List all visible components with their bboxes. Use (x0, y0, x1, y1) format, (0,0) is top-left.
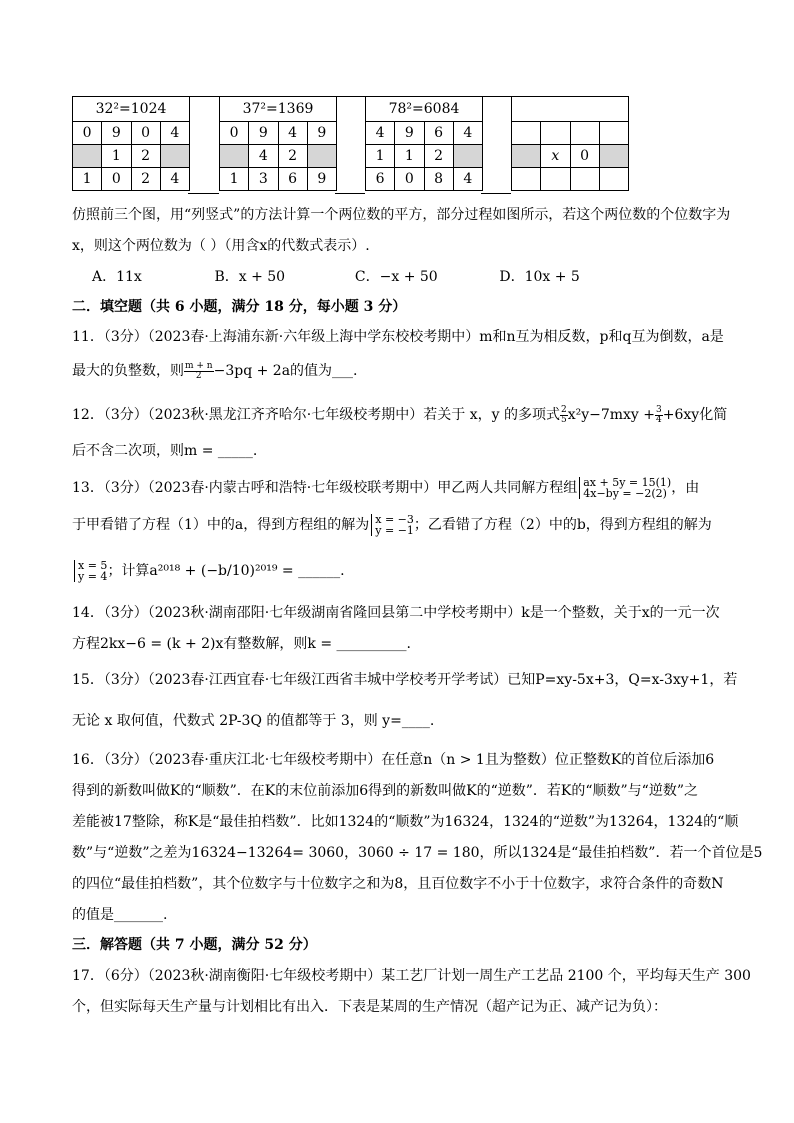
q14-line2: 方程2kx−6 = (k + 2)x有整数解，则k = __________. (72, 636, 411, 652)
grid-cell: 1 (395, 145, 424, 168)
grid-cell: 9 (249, 122, 278, 145)
solution-1 (371, 514, 414, 536)
grid-cell (599, 168, 628, 191)
option-c: C．−x + 50 (354, 269, 438, 285)
grid-cell (541, 168, 570, 191)
grid-spacer (481, 96, 511, 194)
grid-cell (453, 145, 482, 168)
grid-cell: x (541, 145, 570, 168)
grid-cell: 4 (160, 122, 189, 145)
q13-line2a: 于甲看错了方程（1）中的a，得到方程组的解为 (72, 517, 370, 533)
fraction-m-plus-n-over-2: $\frac{m + n}{2}$ (185, 360, 213, 381)
q13-line3 (72, 560, 345, 582)
q17-line2: 个，但实际每天生产量与计划相比有出入．下表是某周的生产情况（超产记为正、减产记为负）： (72, 999, 667, 1015)
q11-line2 (72, 360, 358, 381)
grid-cell (512, 145, 541, 168)
grid-header: 32²=1024 (73, 97, 190, 122)
q17-line1: 17．（6分）（2023秋·湖南衡阳·七年级校考期中）某工艺厂计划一周生产工艺品 2100 个，平均每天生产 300 (72, 968, 751, 984)
section-3-heading: 三．解答题（共 7 小题，满分 52 分） (72, 937, 317, 953)
q11-pre: 最大的负整数，则 (72, 363, 184, 379)
section-2-heading: 二．填空题（共 6 小题，满分 18 分，每小题 3 分） (72, 299, 407, 315)
q16-line3: 差能被17整除，称K是“最佳拍档数”．比如1324的“顺数”为16324，1324的“逆数”为13264，1324的“顺 (72, 814, 739, 830)
grid-cell: 2 (424, 145, 453, 168)
q13-line1a: 13．（3分）（2023春·内蒙古呼和浩特·七年级校联考期中）甲乙两人共同解方程组 (72, 480, 578, 496)
option-b: B．x + 50 (214, 269, 286, 285)
grid-cell (73, 145, 102, 168)
square-grid-1 (72, 96, 190, 191)
sol2b: y = 4 (78, 570, 108, 583)
grid-cell: 9 (395, 122, 424, 145)
grid-cell: 6 (424, 122, 453, 145)
eq2: 4x−by = −2(2) (583, 487, 667, 500)
grid-cell (570, 122, 599, 145)
sol2a: x = 5 (78, 559, 108, 572)
grid-cell: 1 (366, 145, 395, 168)
sol1a: x = −3 (375, 513, 414, 526)
q12-line1a: 12．（3分）（2023秋·黑龙江齐齐哈尔·七年级校考期中）若关于 x，y 的多项式 (72, 407, 560, 423)
grid-cell: 4 (160, 168, 189, 191)
grid-cell (160, 145, 189, 168)
grid-cell: 2 (278, 145, 307, 168)
q15-line1: 15．（3分）（2023春·江西宜春·七年级江西省丰城中学校考开学考试）已知P=xy-5x+3，Q=x-3xy+1，若 (72, 672, 738, 688)
grid-cell: 9 (102, 122, 131, 145)
grid-cell (570, 168, 599, 191)
grid-cell (512, 168, 541, 191)
q16-line2: 得到的新数叫做K的“顺数”．在K的末位前添加6得到的新数叫做K的“逆数”．若K的“顺数”与“逆数”之 (72, 783, 698, 799)
q13-line2b: ；乙看错了方程（2）中的b，得到方程组的解为 (413, 517, 712, 533)
grid-cell (512, 122, 541, 145)
grid-cell: 4 (278, 122, 307, 145)
square-grid-4 (511, 96, 629, 191)
q12-line1 (72, 404, 727, 425)
q10-options (92, 266, 617, 286)
q16-line1: 16．（3分）（2023春·重庆江北·七年级校考期中）在任意n（n > 1且为整数）位正整数K的首位后添加6 (72, 752, 715, 768)
grid-header: 78²=6084 (366, 97, 483, 122)
q10-line2: x，则这个两位数为（ ）（用含x的代数式表示）. (72, 238, 370, 254)
q14-line1: 14．（3分）（2023秋·湖南邵阳·七年级湖南省隆回县第二中学校考期中）k是一个整数，关于x的一元一次 (72, 605, 720, 621)
grid-cell (599, 122, 628, 145)
grid-spacer (335, 96, 365, 194)
fraction-3-4: $\frac{3}{4}$ (656, 404, 662, 425)
sol1b: y = −1 (375, 524, 414, 537)
grid-cell (220, 145, 249, 168)
fraction-2-5: $\frac{2}{5}$ (560, 404, 567, 425)
grid-cell: 0 (395, 168, 424, 191)
q13-line3-text: ；计算a²⁰¹⁸ + (−b/10)²⁰¹⁹ = ______. (107, 563, 345, 579)
grid-cell: 6 (366, 168, 395, 191)
q10-line1: 仿照前三个图，用“列竖式”的方法计算一个两位数的平方，部分过程如图所示，若这个两位数的个位数字为 (72, 207, 731, 223)
q16-line6: 的值是_______. (72, 907, 168, 923)
grid-cell: 3 (249, 168, 278, 191)
q13-line2 (72, 514, 712, 536)
grid-cell: 0 (131, 122, 160, 145)
grid-cell: 6 (278, 168, 307, 191)
option-a: A．11x (92, 269, 142, 285)
grid-cell: 1 (102, 145, 131, 168)
q13-line1b: ，由 (671, 480, 700, 496)
grid-cell: 1 (73, 168, 102, 191)
grid-cell: 0 (73, 122, 102, 145)
q11-line1: 11．（3分）（2023春·上海浦东新·六年级上海中学东校校考期中）m和n互为相反数，p和q互为倒数，a是 (72, 329, 724, 345)
grid-cell (541, 122, 570, 145)
grid-cell: 8 (424, 168, 453, 191)
grid-cell: 4 (453, 122, 482, 145)
grid-cell: 9 (307, 168, 336, 191)
grid-cell: 2 (131, 168, 160, 191)
grid-cell: 0 (102, 168, 131, 191)
q12-line1c: +6xy化简 (662, 407, 728, 423)
grid-cell: 4 (453, 168, 482, 191)
grid-cell: 9 (307, 122, 336, 145)
q11-post: −3pq + 2a的值为___. (213, 363, 358, 379)
grid-cell: 0 (570, 145, 599, 168)
q13-line1 (72, 477, 699, 499)
grid-header: 37²=1369 (220, 97, 337, 122)
grid-cell: 0 (220, 122, 249, 145)
grid-cell: 4 (366, 122, 395, 145)
grid-cell: 1 (220, 168, 249, 191)
grid-header (512, 97, 629, 122)
grid-cell: 4 (249, 145, 278, 168)
equation-system (579, 477, 671, 499)
q15-line2: 无论 x 取何值，代数式 2P-3Q 的值都等于 3，则 y=____. (72, 713, 435, 729)
grid-cell (307, 145, 336, 168)
grid-spacer (188, 96, 219, 194)
square-grid-2 (219, 96, 337, 191)
q16-line4: 数”与“逆数”之差为16324−13264= 3060，3060 ÷ 17 = 180，所以1324是“最佳拍档数”．若一个首位是5 (72, 845, 763, 861)
grid-cell: 2 (131, 145, 160, 168)
option-d: D．10x + 5 (499, 269, 580, 285)
q12-line2: 后不含二次项，则m = _____. (72, 443, 258, 459)
square-grid-3 (365, 96, 483, 191)
q12-line1b: x²y−7mxy + (567, 407, 656, 423)
eq1: ax + 5y = 15(1) (583, 476, 672, 489)
q16-line5: 的四位“最佳拍档数”，其个位数字与十位数字之和为8，且百位数字不小于十位数字，求符合条件的奇数N (72, 876, 724, 892)
solution-2 (74, 560, 107, 582)
grid-cell (599, 145, 628, 168)
